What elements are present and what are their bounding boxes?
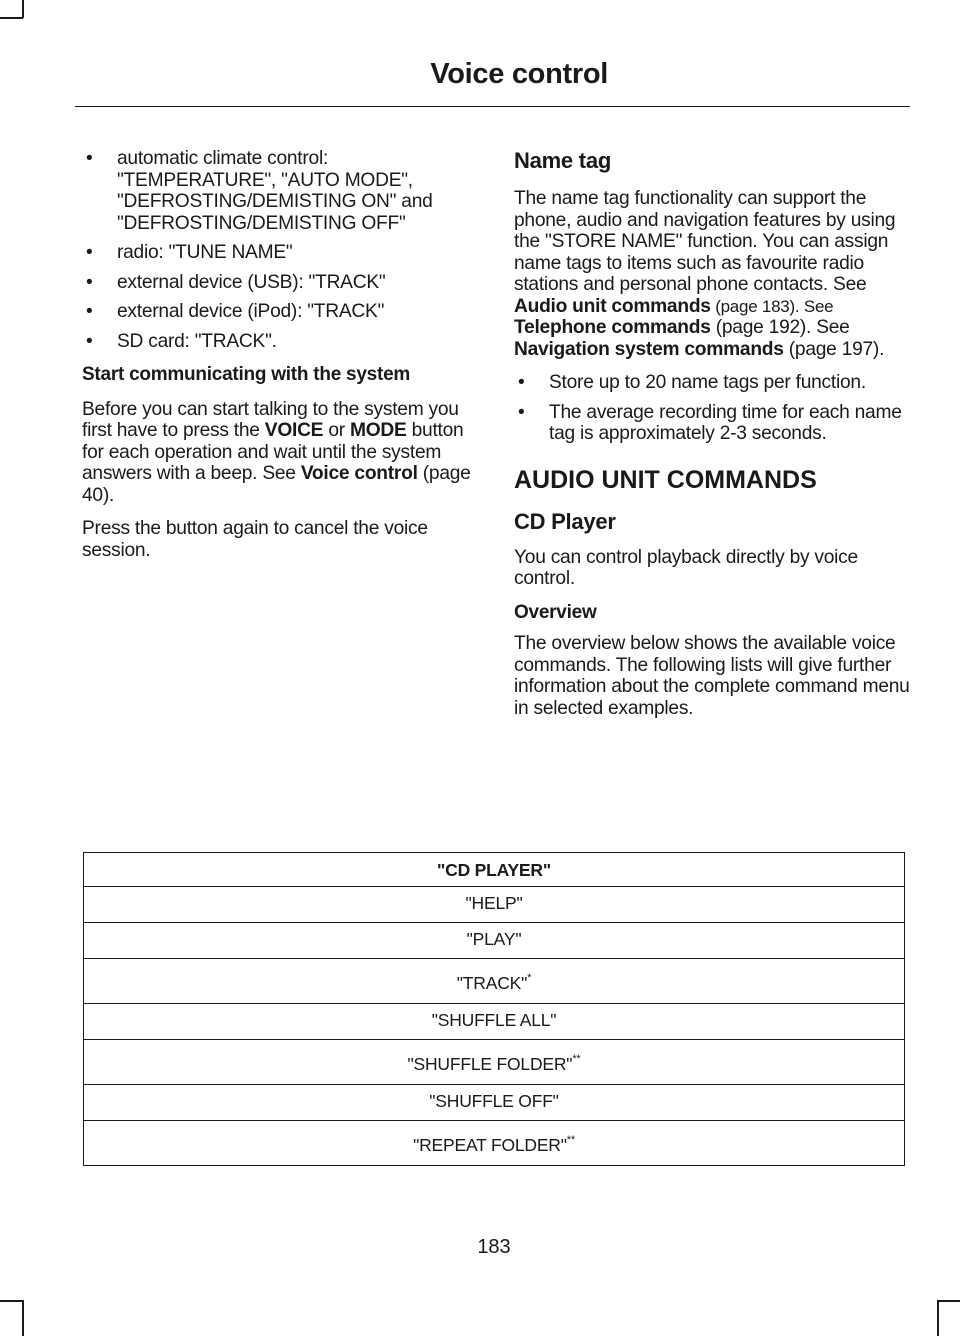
navigation-commands-reference[interactable]: Navigation system commands (514, 338, 784, 360)
voice-control-reference[interactable]: Voice control (300, 463, 418, 484)
command-text: "PLAY" (466, 929, 522, 949)
list-item: • The average recording time for each name tag is approximately 2-3 seconds. (514, 402, 910, 445)
cd-player-heading: CD Player (514, 508, 616, 534)
left-column (82, 148, 480, 573)
table-cell (84, 1004, 905, 1040)
text-run: Before you can start talking to the system you first have to press the (82, 398, 459, 441)
table-row (84, 1040, 905, 1085)
list-item: • radio: "TUNE NAME" (82, 242, 480, 264)
table-row (84, 1004, 905, 1040)
text-run: or (323, 420, 350, 441)
table-row (84, 923, 905, 959)
page-number: 183 (477, 1236, 511, 1258)
overview-paragraph: The overview below shows the available voice commands. The following lists will give further information about the complete command menu in selected examples. (514, 633, 910, 719)
cancel-paragraph: Press the button again to cancel the voice session. (82, 518, 428, 561)
voice-button-term: VOICE (264, 420, 324, 441)
list-item: • external device (USB): "TRACK" (82, 272, 480, 294)
table-cell (84, 1121, 905, 1166)
crop-mark-top-left-h (0, 17, 23, 19)
table-header-row (84, 853, 905, 887)
mode-button-term: MODE (349, 420, 407, 441)
crop-mark-bottom-left-h (0, 1300, 23, 1302)
command-text: "SHUFFLE ALL" (431, 1010, 557, 1030)
name-tag-heading: Name tag (514, 148, 612, 173)
crop-mark-top-left-v (22, 0, 24, 18)
name-tag-bullet-list (514, 372, 910, 445)
cd-player-paragraph: You can control playback directly by voice control. (514, 546, 858, 589)
text-run: button for each operation and wait until the system answers with a beep. See (82, 420, 464, 484)
command-text: "REPEAT FOLDER" (413, 1135, 567, 1155)
text-run: (page 183). See (710, 296, 834, 316)
footnote-mark: * (527, 972, 532, 984)
table-cell (84, 1085, 905, 1121)
command-text: "TRACK" (456, 973, 528, 993)
footnote-mark: ** (566, 1134, 575, 1146)
text-run: (page 197). (783, 338, 885, 360)
overview-heading: Overview (514, 601, 597, 623)
text-run: (page 40). (82, 463, 471, 506)
footnote-mark: ** (572, 1053, 581, 1065)
list-item: • Store up to 20 name tags per function. (514, 372, 910, 394)
crop-mark-bottom-left-v (22, 1300, 24, 1336)
table-row (84, 887, 905, 923)
table-cell (84, 887, 905, 923)
table-row (84, 959, 905, 1004)
audio-unit-commands-heading: AUDIO UNIT COMMANDS (514, 465, 817, 494)
list-item: • automatic climate control: "TEMPERATURE", "AUTO MODE", "DEFROSTING/DEMISTING ON" and "DEFROSTING/DEMISTING OFF" (82, 148, 480, 234)
page-title: Voice control (430, 58, 608, 90)
start-communicating-paragraph (82, 399, 480, 507)
table-cell (84, 1040, 905, 1085)
list-item: • external device (iPod): "TRACK" (82, 301, 480, 323)
text-run: The name tag functionality can support the phone, audio and navigation features by using the "STORE NAME" function. You can assign name tags to items such as favourite radio stations and personal phone contacts. See (514, 188, 896, 295)
command-text: "SHUFFLE FOLDER" (407, 1054, 573, 1074)
crop-mark-bottom-right-h (937, 1300, 960, 1302)
start-communicating-heading: Start communicating with the system (82, 364, 411, 385)
cd-player-command-table (83, 852, 905, 1166)
table-cell (84, 923, 905, 959)
title-rule (75, 106, 910, 107)
list-item: • SD card: "TRACK". (82, 331, 480, 353)
command-text: "HELP" (465, 893, 523, 913)
table-row (84, 1085, 905, 1121)
right-column (514, 148, 910, 731)
table-cell (84, 959, 905, 1004)
audio-unit-commands-reference[interactable]: Audio unit commands (514, 295, 711, 317)
command-text: "SHUFFLE OFF" (429, 1091, 559, 1111)
text-run: (page 192). See (710, 317, 850, 338)
telephone-commands-reference[interactable]: Telephone commands (514, 317, 711, 338)
crop-mark-bottom-right-v (937, 1300, 939, 1336)
feature-bullet-list (82, 148, 480, 352)
name-tag-paragraph (514, 188, 910, 360)
table-header-cell: "CD PLAYER" (84, 853, 905, 887)
table-row (84, 1121, 905, 1166)
